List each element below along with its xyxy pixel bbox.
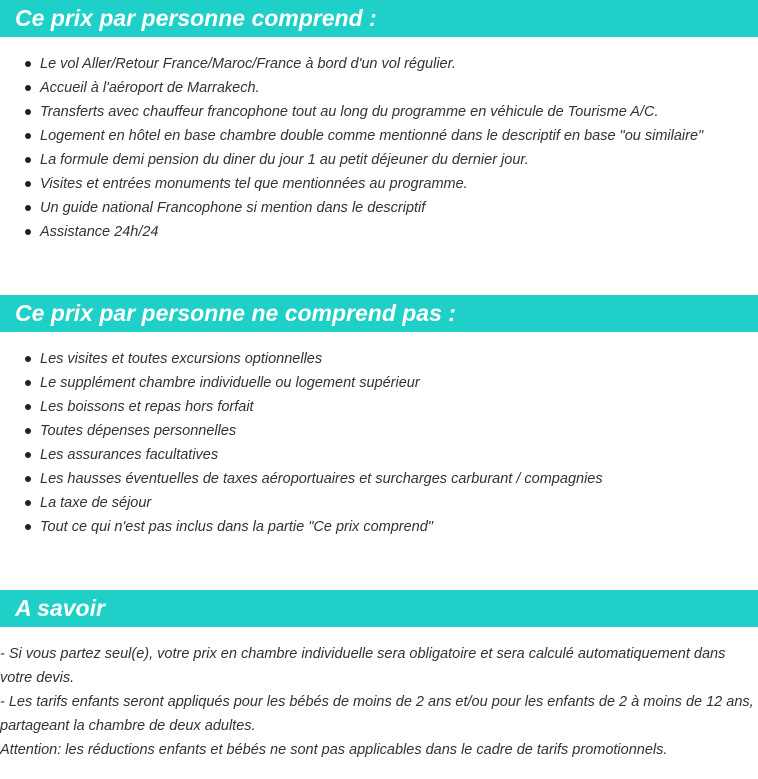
list-item: Visites et entrées monuments tel que mentionnées au programme.: [0, 172, 703, 196]
note-line: Attention: les réductions enfants et bébés ne sont pas applicables dans le cadre de tarifs promotionnels.: [0, 742, 668, 758]
list-item: Toutes dépenses personnelles: [0, 419, 603, 443]
savoir-title: A savoir: [15, 595, 105, 621]
list-item: Les boissons et repas hors forfait: [0, 395, 603, 419]
bullet-icon: [25, 524, 31, 530]
includes-title: Ce prix par personne comprend :: [15, 5, 377, 31]
list-item: Transferts avec chauffeur francophone tout au long du programme en véhicule de Tourisme A/C.: [0, 100, 703, 124]
bullet-icon: [25, 85, 31, 91]
list-item: Le supplément chambre individuelle ou logement supérieur: [0, 371, 603, 395]
bullet-icon: [25, 61, 31, 67]
list-item: Assistance 24h/24: [0, 220, 703, 244]
note-line: - Si vous partez seul(e), votre prix en chambre individuelle sera obligatoire et sera calculé automatiquement dans votre devis.: [0, 646, 726, 686]
bullet-icon: [25, 452, 31, 458]
bullet-icon: [25, 380, 31, 386]
list-item: Le vol Aller/Retour France/Maroc/France à bord d'un vol régulier.: [0, 52, 703, 76]
bullet-icon: [25, 428, 31, 434]
list-item: Les visites et toutes excursions optionnelles: [0, 347, 603, 371]
list-item: Les hausses éventuelles de taxes aéroportuaires et surcharges carburant / compagnies: [0, 467, 603, 491]
list-item: Logement en hôtel en base chambre double comme mentionné dans le descriptif en base "ou similaire": [0, 124, 703, 148]
list-item: La taxe de séjour: [0, 491, 603, 515]
bullet-icon: [25, 500, 31, 506]
bullet-icon: [25, 229, 31, 235]
excludes-header: [0, 295, 758, 332]
excludes-list: [0, 347, 603, 539]
list-item: Un guide national Francophone si mention dans le descriptif: [0, 196, 703, 220]
savoir-header: [0, 590, 758, 627]
bullet-icon: [25, 404, 31, 410]
list-item: Tout ce qui n'est pas inclus dans la partie "Ce prix comprend": [0, 515, 603, 539]
bullet-icon: [25, 356, 31, 362]
note-line: - Les tarifs enfants seront appliqués pour les bébés de moins de 2 ans et/ou pour les enfants de 2 à moins de 12 ans, partageant la chambre de deux adultes.: [0, 694, 754, 734]
bullet-icon: [25, 181, 31, 187]
bullet-icon: [25, 109, 31, 115]
bullet-icon: [25, 205, 31, 211]
list-item: Accueil à l'aéroport de Marrakech.: [0, 76, 703, 100]
list-item: La formule demi pension du diner du jour 1 au petit déjeuner du dernier jour.: [0, 148, 703, 172]
excludes-title: Ce prix par personne ne comprend pas :: [15, 300, 456, 326]
bullet-icon: [25, 133, 31, 139]
savoir-notes: [0, 642, 758, 762]
includes-header: [0, 0, 758, 37]
bullet-icon: [25, 476, 31, 482]
includes-list: [0, 52, 703, 244]
list-item: Les assurances facultatives: [0, 443, 603, 467]
bullet-icon: [25, 157, 31, 163]
